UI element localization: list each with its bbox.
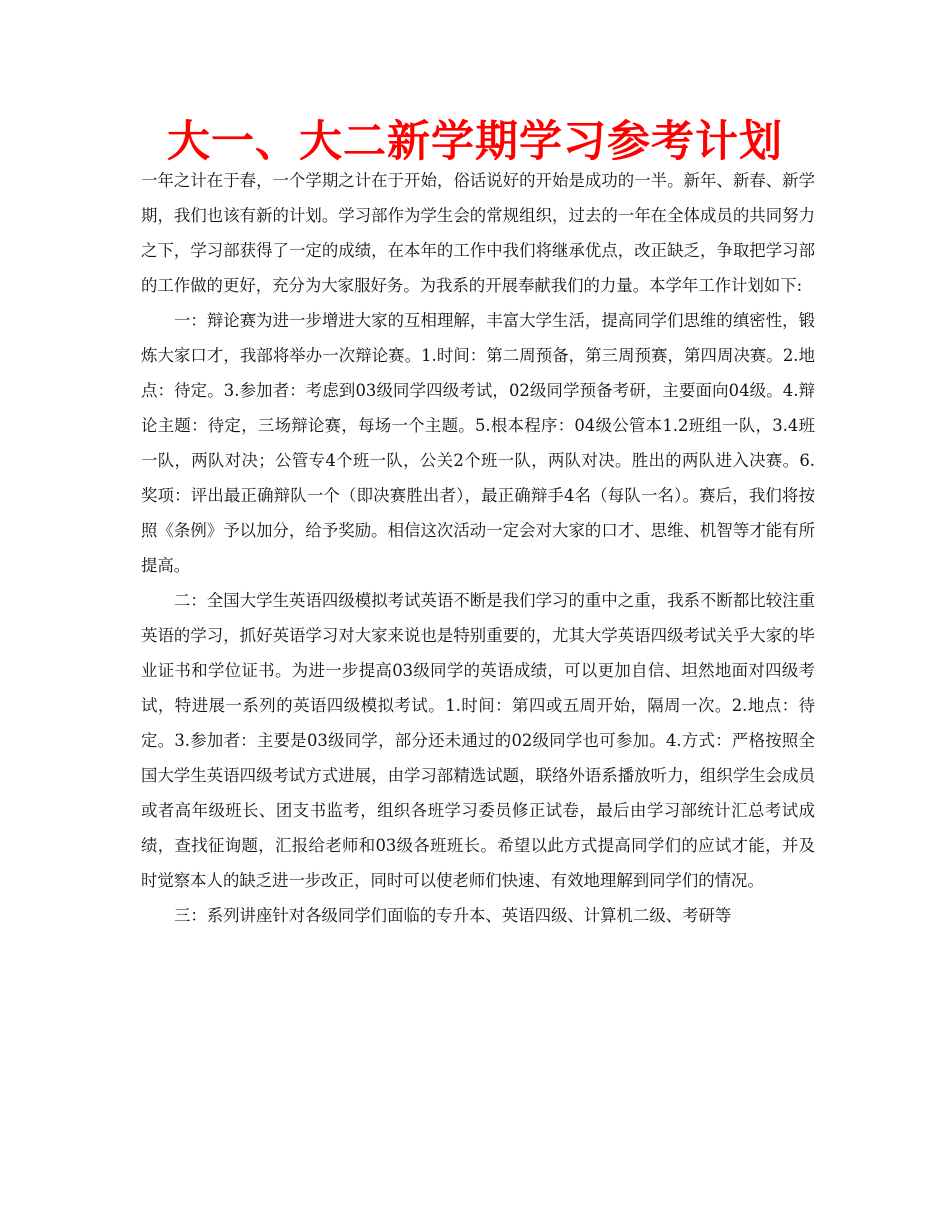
document-title: 大一、大二新学期学习参考计划 [167,117,783,167]
paragraph-lecture-series: 三：系列讲座针对各级同学们面临的专升本、英语四级、计算机二级、考研等 [174,906,732,925]
paragraph-intro: 一年之计在于春，一个学期之计在于开始，俗话说好的开始是成功的一半。新年、新春、新学期，我们也该有新的计划。学习部作为学生会的常规组织，过去的一年在全体成员的共同努力之下，学习部获得了一定的成绩，在本年的工作中我们将继承优点，改正缺乏，争取把学习部的工作做的更好，充分为大家服好务。为我系的开展奉献我们的力量。本学年工作计划如下: [141,171,815,295]
paragraph-cet4-mock-exam: 二：全国大学生英语四级模拟考试英语不断是我们学习的重中之重，我系不断都比较注重英语的学习，抓好英语学习对大家来说也是特别重要的，尤其大学英语四级考试关乎大家的毕业证书和学位证书。为进一步提高03级同学的英语成绩，可以更加自信、坦然地面对四级考试，特进展一系列的英语四级模拟考试。1.时间：第四或五周开始，隔周一次。2.地点：待定。3.参加者：主要是03级同学，部分还未通过的02级同学也可参加。4.方式：严格按照全国大学生英语四级考试方式进展，由学习部精选试题，联络外语系播放听力，组织学生会成员或者高年级班长、团支书监考，组织各班学习委员修正试卷，最后由学习部统计汇总考试成绩，查找征询题，汇报给老师和03级各班班长。希望以此方式提高同学们的应试才能，并及时觉察本人的缺乏进一步改正，同时可以使老师们快速、有效地理解到同学们的情况。 [141,591,815,890]
paragraph-debate: 一：辩论赛为进一步增进大家的互相理解，丰富大学生活，提高同学们思维的缜密性，锻炼大家口才，我部将举办一次辩论赛。1.时间：第二周预备，第三周预赛，第四周决赛。2.地点：待定。3.参加者：考虑到03级同学四级考试，02级同学预备考研，主要面向04级。4.辩论主题：待定，三场辩论赛，每场一个主题。5.根本程序：04级公管本1.2班组一队，3.4班一队，两队对决；公管专4个班一队，公关2个班一队，两队对决。胜出的两队进入决赛。6.奖项：评出最正确辩队一个（即决赛胜出者），最正确辩手4名（每队一名）。赛后，我们将按照《条例》予以加分，给予奖励。相信这次活动一定会对大家的口才、思维、机智等才能有所提高。 [141,311,815,575]
document-body [141,163,815,933]
